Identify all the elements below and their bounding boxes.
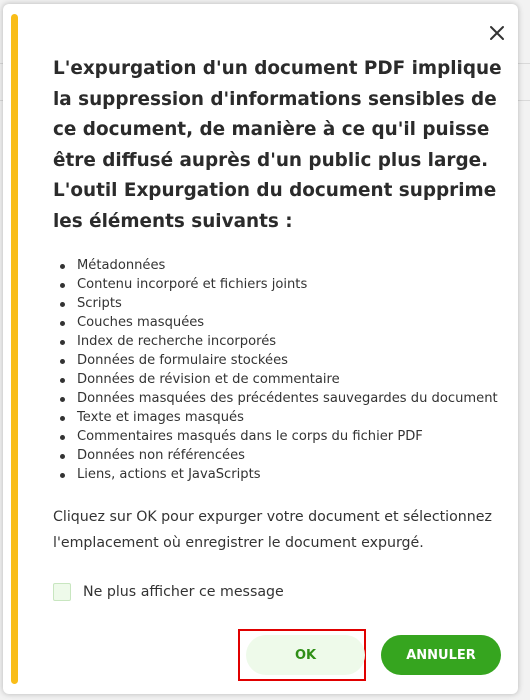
list-item-text: Commentaires masqués dans le corps du fichier PDF [77, 429, 423, 444]
bullet-icon [60, 321, 65, 326]
list-item [53, 332, 513, 351]
close-icon [489, 25, 505, 41]
cancel-button[interactable]: ANNULER [381, 635, 501, 675]
list-item [53, 351, 513, 370]
bullet-icon [60, 283, 65, 288]
bullet-icon [60, 340, 65, 345]
bullet-icon [60, 378, 65, 383]
list-item [53, 294, 513, 313]
list-item-text: Contenu incorporé et fichiers joints [77, 277, 308, 292]
list-item-text: Liens, actions et JavaScripts [77, 467, 261, 482]
list-item [53, 446, 513, 465]
bullet-icon [60, 416, 65, 421]
bullet-icon [60, 473, 65, 478]
close-button[interactable] [485, 21, 509, 45]
list-item [53, 465, 513, 484]
ok-button[interactable]: OK [246, 635, 365, 675]
dont-show-again-checkbox[interactable] [53, 583, 71, 601]
removed-items-list [53, 256, 513, 484]
dialog-heading: L'expurgation d'un document PDF implique la suppression d'informations sensibles de ce document, de manière à ce qu'il puisse être diffusé auprès d'un public plus large. L'outil Expurgation du document supprime les éléments suivants : [53, 58, 502, 232]
bullet-icon [60, 359, 65, 364]
list-item-text: Couches masquées [77, 315, 205, 330]
list-item [53, 370, 513, 389]
bullet-icon [60, 302, 65, 307]
bullet-icon [60, 454, 65, 459]
list-item [53, 313, 513, 332]
list-item [53, 275, 513, 294]
list-item-text: Métadonnées [77, 258, 166, 273]
list-item-text: Données non référencées [77, 448, 245, 463]
instruction-text: Cliquez sur OK pour expurger votre document et sélectionnez l'emplacement où enregistrer le document expurgé. [53, 509, 492, 551]
list-item [53, 408, 513, 427]
dont-show-again-option[interactable] [53, 581, 284, 603]
list-item [53, 389, 513, 408]
list-item-text: Scripts [77, 296, 122, 311]
bullet-icon [60, 435, 65, 440]
list-item-text: Données de formulaire stockées [77, 353, 288, 368]
list-item-text: Index de recherche incorporés [77, 334, 277, 349]
accent-bar [11, 14, 18, 684]
list-item-text: Données de révision et de commentaire [77, 372, 340, 387]
bullet-icon [60, 264, 65, 269]
list-item-text: Données masquées des précédentes sauvegardes du document [77, 391, 498, 406]
list-item [53, 427, 513, 446]
list-item [53, 256, 513, 275]
redaction-dialog [3, 4, 518, 694]
list-item-text: Texte et images masqués [77, 410, 244, 425]
dont-show-again-label: Ne plus afficher ce message [83, 584, 284, 600]
bullet-icon [60, 397, 65, 402]
